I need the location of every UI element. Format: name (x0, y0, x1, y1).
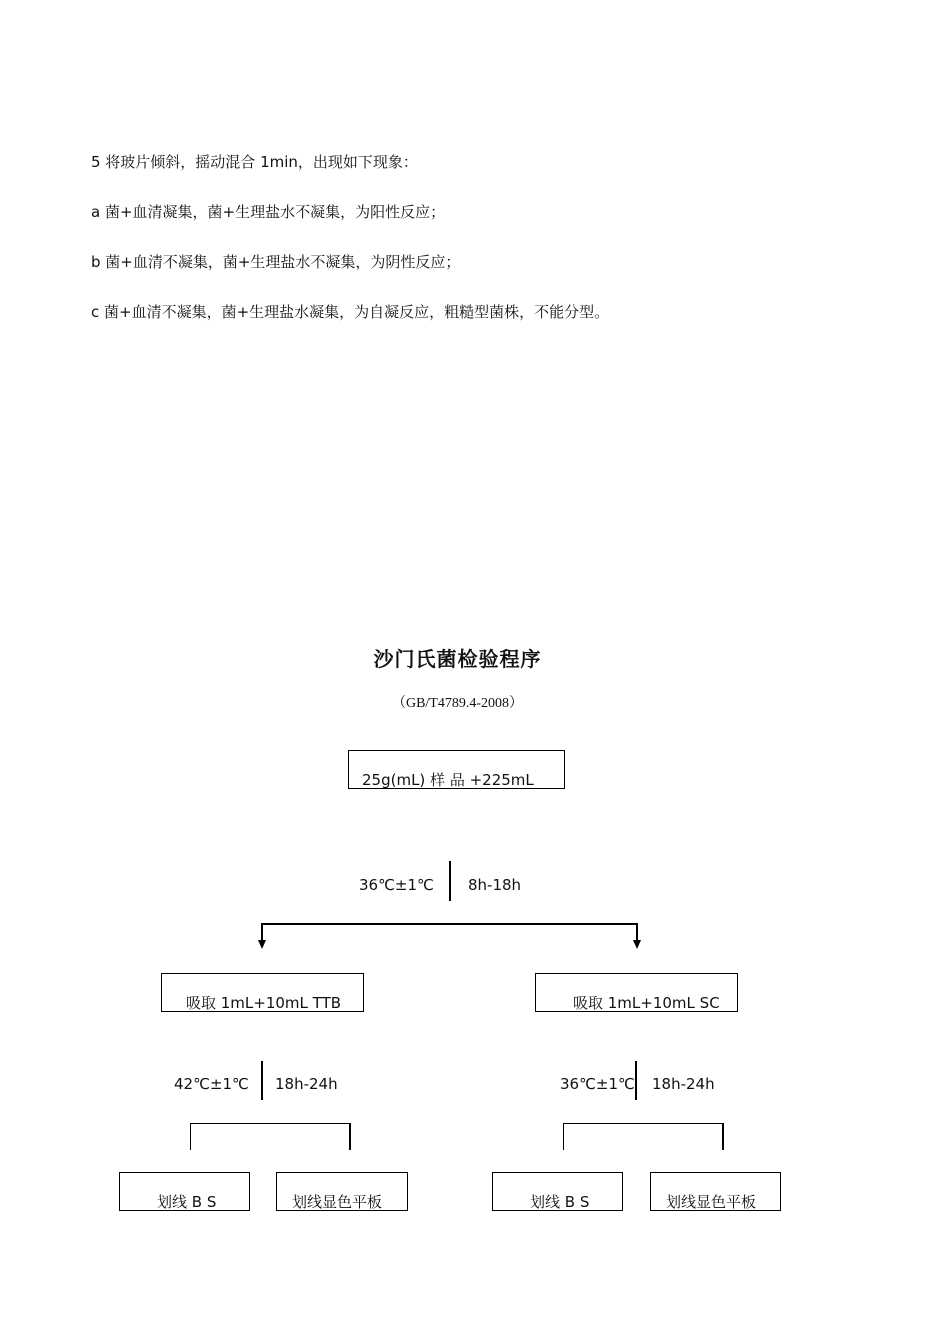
paragraph-step-5: 5 将玻片倾斜，摇动混合 1min，出现如下现象： (91, 153, 418, 171)
ttb-bs-plate-box (119, 1172, 250, 1211)
sc-split-top (563, 1123, 724, 1124)
paragraph-result-a: a 菌+血清凝集，菌+生理盐水不凝集，为阳性反应； (91, 203, 446, 221)
ttb-split-left (190, 1123, 191, 1150)
flowchart-subtitle: （GB/T4789.4-2008） (391, 696, 524, 711)
ttb-enrichment-box (161, 973, 364, 1012)
sc-chromogenic-plate-label: 划线显色平板 (666, 1193, 757, 1211)
flowchart-title: 沙门氏菌检验程序 (373, 647, 542, 671)
ttb-time: 18h-24h (275, 1075, 338, 1093)
sc-split-left (563, 1123, 564, 1150)
sample-box-label: 25g(mL) 样 品 +225mL (362, 771, 534, 789)
sc-bs-plate-box (492, 1172, 623, 1211)
ttb-split-top (190, 1123, 351, 1124)
ttb-temperature: 42℃±1℃ (174, 1075, 249, 1093)
sc-time: 18h-24h (652, 1075, 715, 1093)
sc-divider (635, 1061, 637, 1100)
step1-time: 8h-18h (468, 876, 522, 894)
ttb-bs-plate-label: 划线 B S (157, 1193, 217, 1211)
sc-enrichment-box (535, 973, 738, 1012)
ttb-split-right (349, 1123, 351, 1150)
sc-split-right (722, 1123, 724, 1150)
ttb-enrichment-label: 吸取 1mL+10mL TTB (186, 994, 342, 1012)
sc-chromogenic-plate-box (650, 1172, 781, 1211)
paragraph-result-b: b 菌+血清不凝集，菌+生理盐水不凝集，为阴性反应； (91, 253, 461, 271)
ttb-divider (261, 1061, 263, 1100)
step1-temperature: 36℃±1℃ (359, 876, 434, 894)
sc-temperature: 36℃±1℃ (560, 1075, 635, 1093)
sc-enrichment-label: 吸取 1mL+10mL SC (573, 994, 720, 1012)
ttb-chromogenic-plate-label: 划线显色平板 (292, 1193, 383, 1211)
sc-bs-plate-label: 划线 B S (530, 1193, 590, 1211)
ttb-chromogenic-plate-box (276, 1172, 408, 1211)
paragraph-result-c: c 菌+血清不凝集，菌+生理盐水凝集，为自凝反应，粗糙型菌株，不能分型。 (91, 303, 610, 321)
